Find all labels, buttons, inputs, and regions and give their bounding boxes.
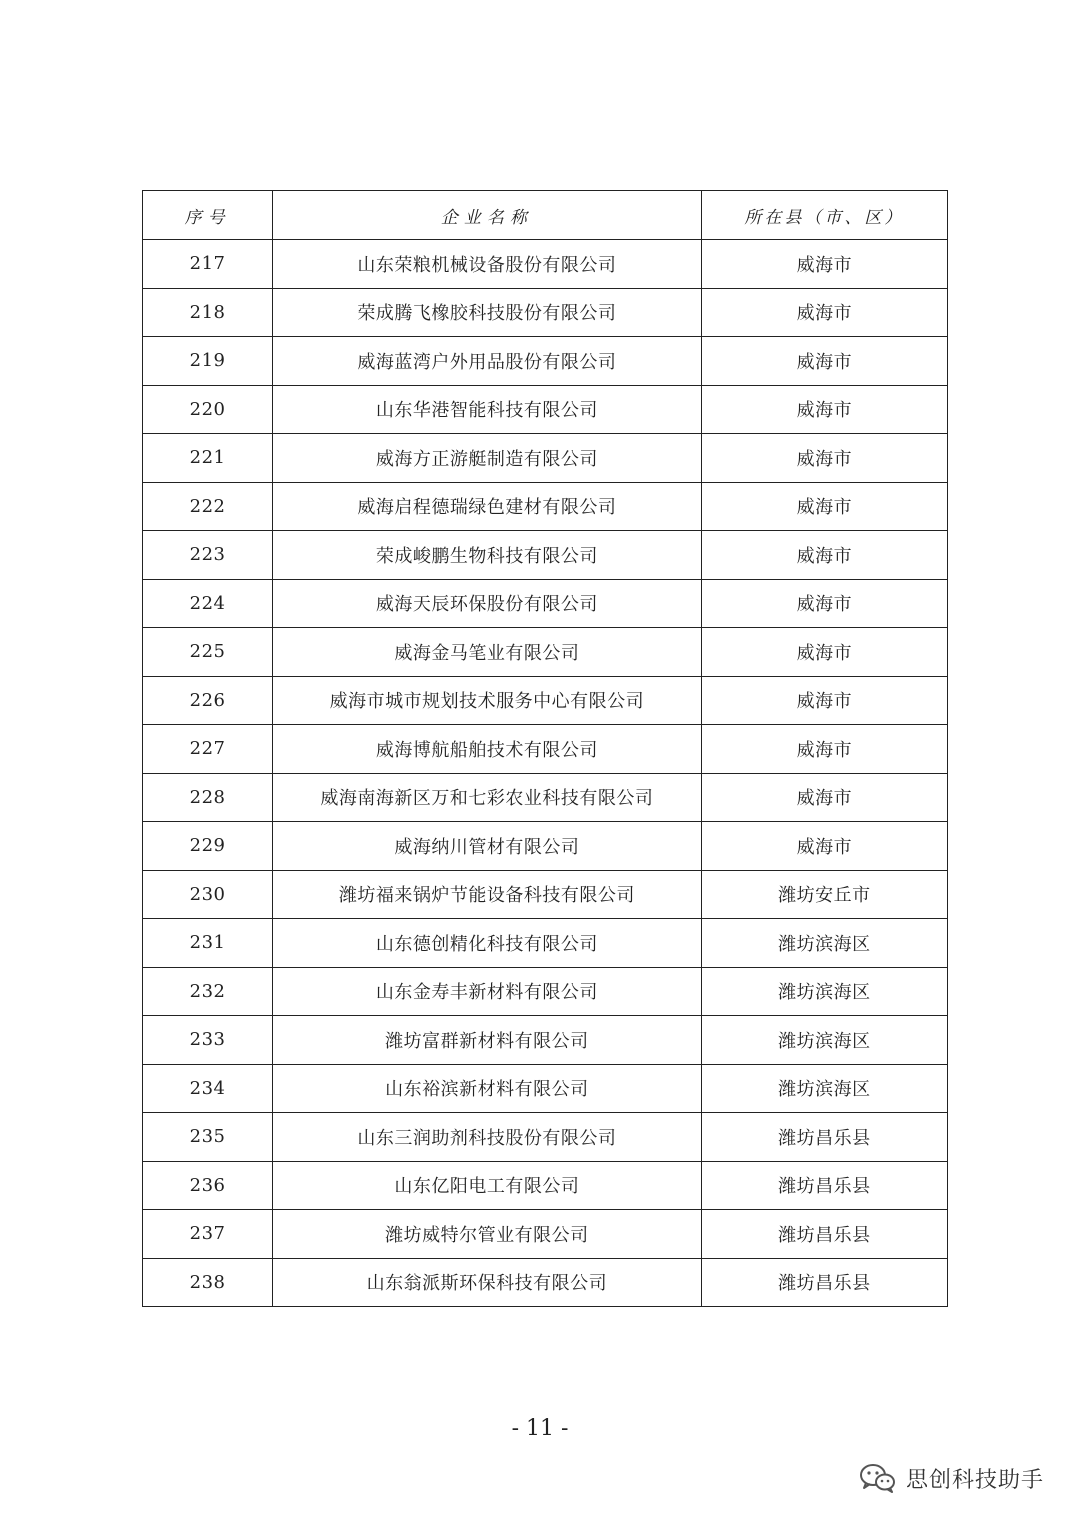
cell-seq: 235 <box>143 1113 273 1162</box>
cell-location: 威海市 <box>701 531 947 580</box>
table-row <box>143 773 948 822</box>
cell-location: 威海市 <box>701 482 947 531</box>
cell-location: 威海市 <box>701 337 947 386</box>
cell-company-name: 荣成峻鹏生物科技有限公司 <box>273 531 702 580</box>
cell-location: 潍坊滨海区 <box>701 1016 947 1065</box>
table-row <box>143 1113 948 1162</box>
cell-location: 威海市 <box>701 773 947 822</box>
table-row <box>143 919 948 968</box>
cell-company-name: 山东荣粮机械设备股份有限公司 <box>273 240 702 289</box>
watermark-text: 思创科技助手 <box>905 1467 1044 1493</box>
cell-seq: 228 <box>143 773 273 822</box>
cell-company-name: 威海启程德瑞绿色建材有限公司 <box>273 482 702 531</box>
cell-location: 威海市 <box>701 628 947 677</box>
cell-seq: 221 <box>143 434 273 483</box>
cell-location: 威海市 <box>701 725 947 774</box>
table-header-row <box>143 191 948 240</box>
cell-seq: 234 <box>143 1064 273 1113</box>
cell-seq: 237 <box>143 1210 273 1259</box>
wechat-icon <box>858 1462 898 1494</box>
cell-company-name: 威海蓝湾户外用品股份有限公司 <box>273 337 702 386</box>
cell-seq: 220 <box>143 385 273 434</box>
cell-company-name: 山东亿阳电工有限公司 <box>273 1161 702 1210</box>
table-row <box>143 1210 948 1259</box>
cell-company-name: 山东裕滨新材料有限公司 <box>273 1064 702 1113</box>
cell-seq: 223 <box>143 531 273 580</box>
cell-seq: 224 <box>143 579 273 628</box>
table-row <box>143 434 948 483</box>
table-row <box>143 240 948 289</box>
cell-company-name: 山东华港智能科技有限公司 <box>273 385 702 434</box>
cell-location: 威海市 <box>701 288 947 337</box>
cell-seq: 227 <box>143 725 273 774</box>
page-number: - 11 - <box>511 1416 569 1441</box>
cell-company-name: 山东德创精化科技有限公司 <box>273 919 702 968</box>
cell-company-name: 荣成腾飞橡胶科技股份有限公司 <box>273 288 702 337</box>
table-row <box>143 628 948 677</box>
cell-location: 威海市 <box>701 240 947 289</box>
table-row <box>143 1161 948 1210</box>
cell-location: 潍坊安丘市 <box>701 870 947 919</box>
header-seq: 序号 <box>143 191 273 240</box>
cell-location: 威海市 <box>701 822 947 871</box>
cell-location: 威海市 <box>701 385 947 434</box>
table-row <box>143 1064 948 1113</box>
table-row <box>143 1016 948 1065</box>
cell-company-name: 潍坊富群新材料有限公司 <box>273 1016 702 1065</box>
table-row <box>143 482 948 531</box>
cell-company-name: 山东金寿丰新材料有限公司 <box>273 967 702 1016</box>
cell-seq: 222 <box>143 482 273 531</box>
cell-location: 威海市 <box>701 579 947 628</box>
table-row <box>143 725 948 774</box>
cell-company-name: 威海南海新区万和七彩农业科技有限公司 <box>273 773 702 822</box>
company-table <box>142 190 948 1307</box>
cell-seq: 232 <box>143 967 273 1016</box>
cell-location: 潍坊滨海区 <box>701 919 947 968</box>
cell-company-name: 威海纳川管材有限公司 <box>273 822 702 871</box>
cell-seq: 225 <box>143 628 273 677</box>
cell-location: 威海市 <box>701 676 947 725</box>
cell-seq: 219 <box>143 337 273 386</box>
table-body <box>143 240 948 1307</box>
header-company-name: 企业名称 <box>273 191 702 240</box>
cell-company-name: 威海博航船舶技术有限公司 <box>273 725 702 774</box>
cell-location: 潍坊昌乐县 <box>701 1210 947 1259</box>
cell-company-name: 威海市城市规划技术服务中心有限公司 <box>273 676 702 725</box>
cell-company-name: 威海金马笔业有限公司 <box>273 628 702 677</box>
cell-seq: 218 <box>143 288 273 337</box>
cell-company-name: 山东翁派斯环保科技有限公司 <box>273 1258 702 1307</box>
cell-location: 潍坊滨海区 <box>701 1064 947 1113</box>
cell-company-name: 山东三润助剂科技股份有限公司 <box>273 1113 702 1162</box>
table-row <box>143 967 948 1016</box>
cell-location: 潍坊滨海区 <box>701 967 947 1016</box>
table-row <box>143 337 948 386</box>
table-row <box>143 1258 948 1307</box>
table-row <box>143 579 948 628</box>
cell-seq: 230 <box>143 870 273 919</box>
table-row <box>143 531 948 580</box>
table-row <box>143 385 948 434</box>
cell-seq: 233 <box>143 1016 273 1065</box>
header-location: 所在县（市、区） <box>701 191 947 240</box>
cell-seq: 231 <box>143 919 273 968</box>
table-row <box>143 870 948 919</box>
cell-seq: 226 <box>143 676 273 725</box>
watermark <box>858 1458 1044 1498</box>
cell-company-name: 潍坊威特尔管业有限公司 <box>273 1210 702 1259</box>
cell-company-name: 威海天辰环保股份有限公司 <box>273 579 702 628</box>
table-row <box>143 676 948 725</box>
cell-company-name: 威海方正游艇制造有限公司 <box>273 434 702 483</box>
cell-company-name: 潍坊福来锅炉节能设备科技有限公司 <box>273 870 702 919</box>
cell-seq: 238 <box>143 1258 273 1307</box>
cell-location: 潍坊昌乐县 <box>701 1161 947 1210</box>
cell-seq: 229 <box>143 822 273 871</box>
cell-seq: 236 <box>143 1161 273 1210</box>
cell-location: 潍坊昌乐县 <box>701 1113 947 1162</box>
table-row <box>143 288 948 337</box>
cell-location: 潍坊昌乐县 <box>701 1258 947 1307</box>
table-row <box>143 822 948 871</box>
cell-seq: 217 <box>143 240 273 289</box>
cell-location: 威海市 <box>701 434 947 483</box>
